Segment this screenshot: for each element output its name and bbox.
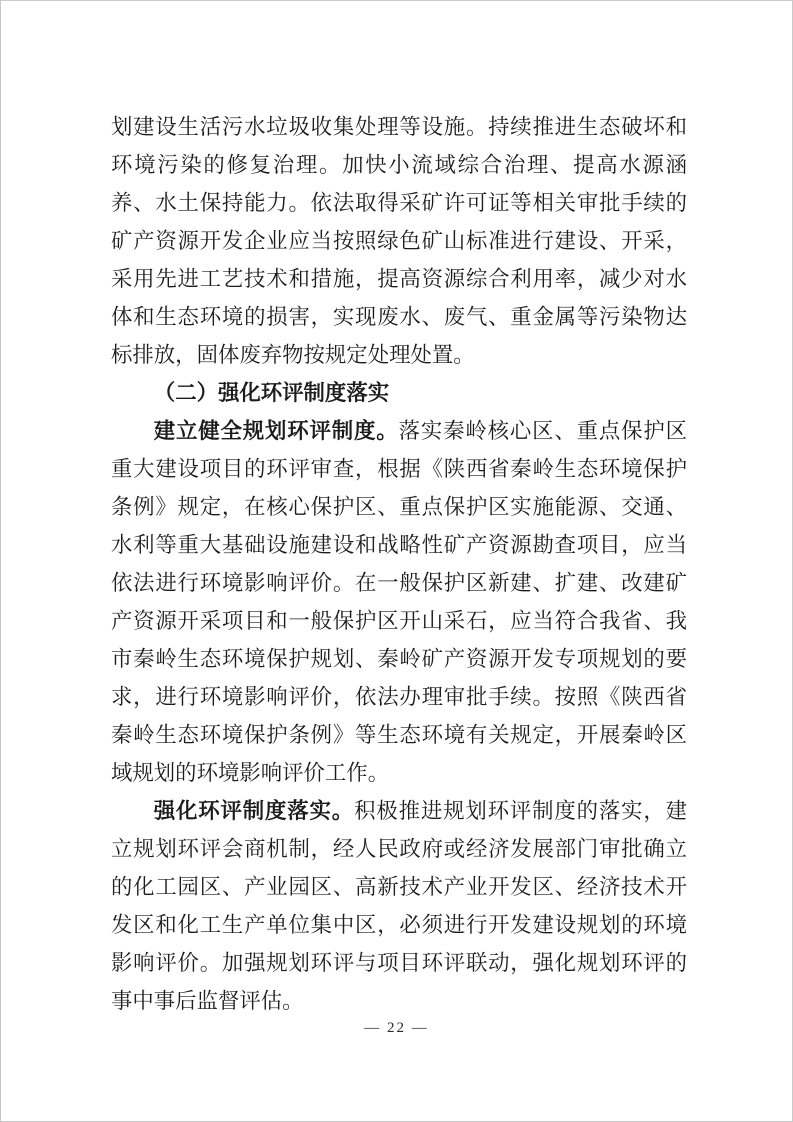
section-heading-text: （二）强化环评制度落实 xyxy=(153,381,390,405)
paragraph-text: 积极推进规划环评制度的落实，建立规划环评会商机制，经人民政府或经济发展部门审批确立的化工园区、产业园区、高新技术产业开发区、经济技术开发区和化工生产单位集中区，必须进行开发建设规划的环境影响评价。加强规划环评与项目环评联动，强化规划环评的事中事后监督评估。 xyxy=(111,799,687,1013)
paragraph xyxy=(111,792,687,1020)
page-number: — 22 — xyxy=(364,1020,429,1036)
document-body xyxy=(111,108,687,1020)
paragraph-text: 划建设生活污水垃圾收集处理等设施。持续推进生态破坏和环境污染的修复治理。加快小流域综合治理、提高水源涵养、水土保持能力。依法取得采矿许可证等相关审批手续的矿产资源开发企业应当按照绿色矿山标准进行建设、开采，采用先进工艺技术和措施，提高资源综合利用率，减少对水体和生态环境的损害，实现废水、废气、重金属等污染物达标排放，固体废弃物按规定处理处置。 xyxy=(111,115,687,367)
paragraph-continuation xyxy=(111,108,687,374)
section-heading xyxy=(111,374,687,412)
paragraph xyxy=(111,412,687,792)
paragraph-text: 落实秦岭核心区、重点保护区重大建设项目的环评审查，根据《陕西省秦岭生态环境保护条例》规定，在核心保护区、重点保护区实施能源、交通、水利等重大基础设施建设和战略性矿产资源勘查项目，应当依法进行环境影响评价。在一般保护区新建、扩建、改建矿产资源开采项目和一般保护区开山采石，应当符合我省、我市秦岭生态环境保护规划、秦岭矿产资源开发专项规划的要求，进行环境影响评价，依法办理审批手续。按照《陕西省秦岭生态环境保护条例》等生态环境有关规定，开展秦岭区域规划的环境影响评价工作。 xyxy=(111,419,687,785)
paragraph-lead: 建立健全规划环评制度。 xyxy=(153,419,399,443)
paragraph-lead: 强化环评制度落实。 xyxy=(153,799,355,823)
